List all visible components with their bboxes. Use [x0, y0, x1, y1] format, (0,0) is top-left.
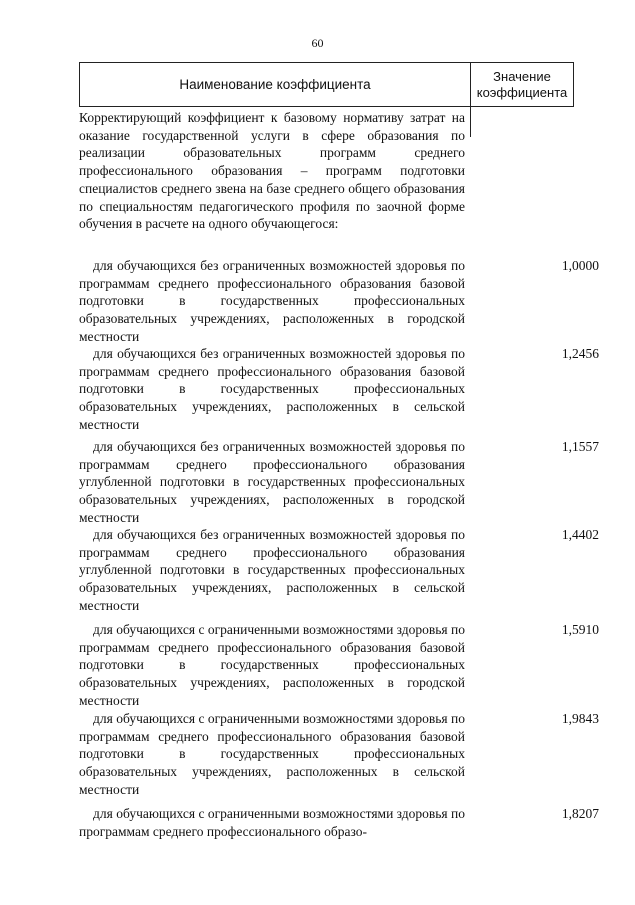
coefficient-value: 1,8207 [561, 806, 599, 821]
coefficient-description: для обучающихся без ограниченных возможностей здоровья по программам среднего профессионального образования базовой подготовки в государственных профессиональных образовательных учреждениях, расположенных в городской местности [79, 258, 465, 344]
table-header [79, 62, 574, 107]
column-header-name: Наименование коэффициента [80, 63, 471, 106]
coefficient-description: для обучающихся с ограниченными возможностями здоровья по программам среднего профессионального образо- [79, 806, 465, 839]
coefficient-row [79, 345, 599, 434]
coefficient-row [79, 805, 599, 840]
intro-paragraph: Корректирующий коэффициент к базовому нормативу затрат на оказание государственной услуги в сфере образования по реализации образовательных программ среднего профессионального образования – программ подготовки специалистов среднего звена на базе среднего общего образования по специальностям педагогического профиля по заочной форме обучения в расчете на одного обучающегося: [79, 110, 465, 232]
column-divider [470, 107, 471, 137]
coefficient-value: 1,0000 [561, 258, 599, 273]
coefficient-value: 1,2456 [561, 346, 599, 361]
coefficient-row [79, 526, 599, 615]
coefficient-description: для обучающихся без ограниченных возможностей здоровья по программам среднего профессионального образования углубленной подготовки в государственных профессиональных образовательных учреждениях, расположенных в городской местности [79, 439, 465, 525]
coefficient-row [79, 710, 599, 799]
page-number: 60 [311, 36, 324, 50]
coefficient-value: 1,5910 [561, 622, 599, 637]
coefficient-value: 1,4402 [561, 527, 599, 542]
coefficient-description: для обучающихся с ограниченными возможностями здоровья по программам среднего профессионального образования базовой подготовки в государственных профессиональных образовательных учреждениях, расположенных в городской местности [79, 622, 465, 708]
coefficient-description: для обучающихся без ограниченных возможностей здоровья по программам среднего профессионального образования базовой подготовки в государственных профессиональных образовательных учреждениях, расположенных в сельской местности [79, 346, 465, 432]
coefficient-description: для обучающихся без ограниченных возможностей здоровья по программам среднего профессионального образования углубленной подготовки в государственных профессиональных образовательных учреждениях, расположенных в сельской местности [79, 527, 465, 613]
column-header-value: Значение коэффициента [476, 68, 568, 100]
coefficient-value: 1,9843 [561, 711, 599, 726]
coefficient-description: для обучающихся с ограниченными возможностями здоровья по программам среднего профессионального образования базовой подготовки в государственных профессиональных образовательных учреждениях, расположенных в сельской местности [79, 711, 465, 797]
coefficient-value: 1,1557 [561, 439, 599, 454]
coefficient-row [79, 621, 599, 710]
coefficient-row [79, 257, 599, 346]
coefficient-row [79, 438, 599, 527]
